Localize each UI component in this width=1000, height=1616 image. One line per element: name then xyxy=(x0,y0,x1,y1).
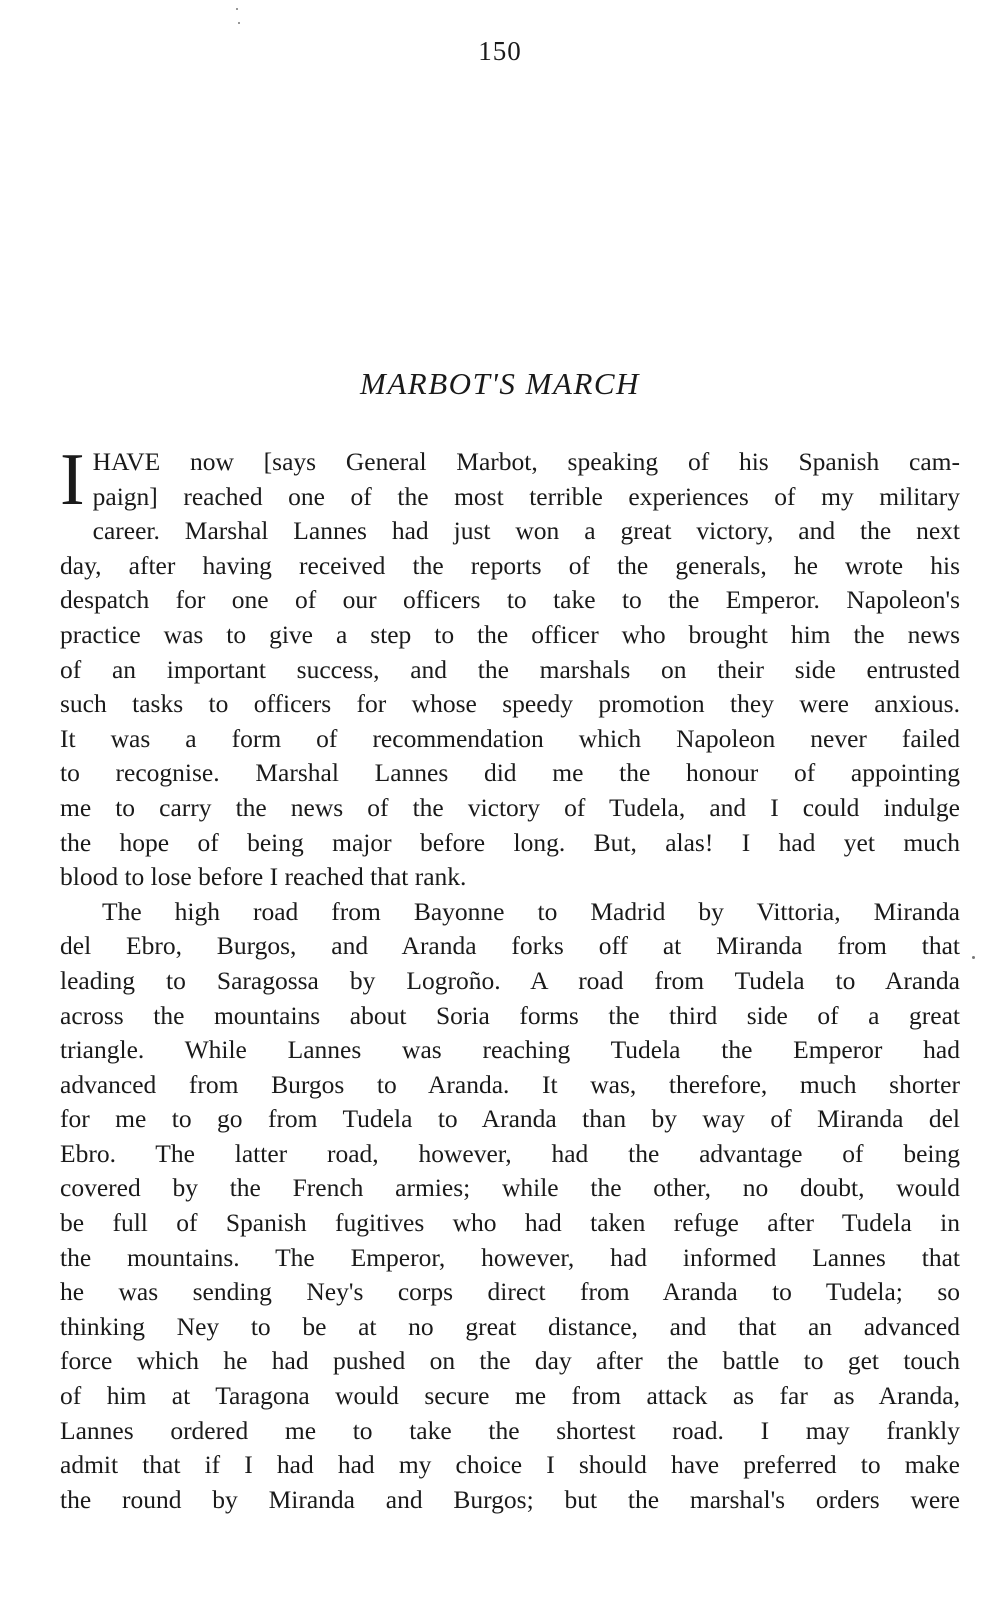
text-line: day, after having received the reports of the generals, he wrote his xyxy=(60,550,960,580)
text-line: me to carry the news of the victory of Tudela, and I could indulge xyxy=(60,792,960,822)
scan-speck xyxy=(236,8,238,10)
text-line: blood to lose before I reached that rank. xyxy=(60,862,467,892)
scan-speck xyxy=(972,956,975,959)
text-line: such tasks to officers for whose speedy promotion they were anxious. xyxy=(60,689,960,719)
text-line: Lannes ordered me to take the shortest road. I may frankly xyxy=(60,1415,960,1445)
text-line: advanced from Burgos to Aranda. It was, therefore, much shorter xyxy=(60,1069,960,1099)
text-line: the mountains. The Emperor, however, had informed Lannes that xyxy=(60,1242,960,1272)
chapter-title: MARBOT'S MARCH xyxy=(360,366,640,401)
text-line: to recognise. Marshal Lannes did me the honour of appointing xyxy=(60,758,960,788)
text-line: he was sending Ney's corps direct from Aranda to Tudela; so xyxy=(60,1277,960,1307)
text-line: del Ebro, Burgos, and Aranda forks off at Miranda from that xyxy=(60,931,960,961)
text-line: the hope of being major before long. But, alas! I had yet much xyxy=(60,827,960,857)
text-line: force which he had pushed on the day after the battle to get touch xyxy=(60,1346,960,1376)
text-line: leading to Saragossa by Logroño. A road from Tudela to Aranda xyxy=(60,965,960,995)
text-line: The high road from Bayonne to Madrid by Vittoria, Miranda xyxy=(102,896,960,926)
text-line: Ebro. The latter road, however, had the advantage of being xyxy=(60,1138,960,1168)
text-line: of an important success, and the marshals on their side entrusted xyxy=(60,654,960,684)
text-line: practice was to give a step to the officer who brought him the news xyxy=(60,619,960,649)
text-line: paign] reached one of the most terrible experiences of my military xyxy=(92,481,960,511)
page-number: 150 xyxy=(478,36,522,66)
drop-cap: I xyxy=(60,439,85,521)
scan-speck xyxy=(238,22,240,24)
paragraph-1 xyxy=(60,439,960,895)
text-line: HAVE now [says General Marbot, speaking of his Spanish cam- xyxy=(92,447,960,476)
text-line: despatch for one of our officers to take to the Emperor. Napoleon's xyxy=(60,585,960,615)
text-line: career. Marshal Lannes had just won a great victory, and the next xyxy=(92,516,960,546)
text-line: of him at Taragona would secure me from attack as far as Aranda, xyxy=(60,1381,960,1411)
text-line: across the mountains about Soria forms the third side of a great xyxy=(60,1000,960,1030)
text-line: be full of Spanish fugitives who had taken refuge after Tudela in xyxy=(60,1208,960,1238)
text-line: covered by the French armies; while the other, no doubt, would xyxy=(60,1173,960,1203)
text-line: the round by Miranda and Burgos; but the marshal's orders were xyxy=(60,1484,960,1514)
text-line: It was a form of recommendation which Napoleon never failed xyxy=(60,723,960,753)
text-line: for me to go from Tudela to Aranda than by way of Miranda del xyxy=(60,1104,960,1134)
paragraph-2 xyxy=(60,895,960,1518)
text-line: admit that if I had had my choice I should have preferred to make xyxy=(60,1450,960,1480)
text-line: thinking Ney to be at no great distance, and that an advanced xyxy=(60,1311,960,1341)
text-line: triangle. While Lannes was reaching Tudela the Emperor had xyxy=(60,1035,960,1065)
body-text xyxy=(60,439,960,1517)
